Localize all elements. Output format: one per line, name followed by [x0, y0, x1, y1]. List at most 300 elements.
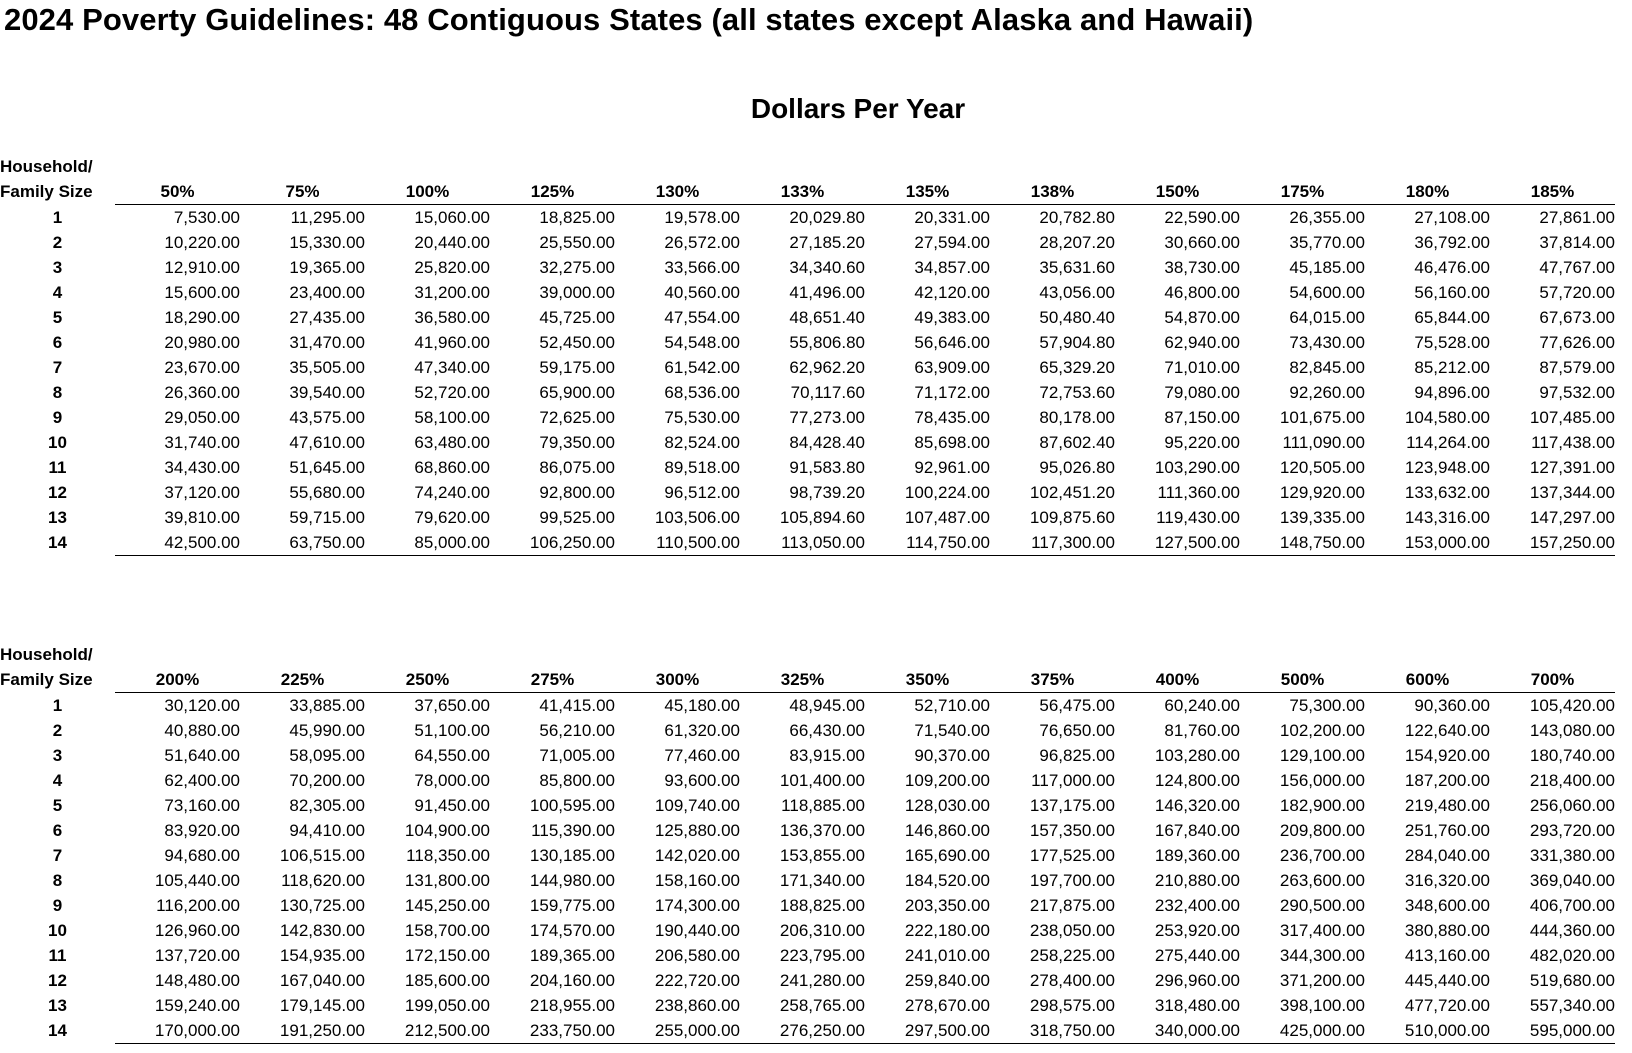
- dollar-value-cell: 189,365.00: [529, 946, 615, 965]
- dollar-value-cell: 23,670.00: [164, 358, 240, 377]
- dollar-value-cell: 80,178.00: [1039, 408, 1115, 427]
- dollar-value-cell: 125,880.00: [654, 821, 740, 840]
- dollar-value-cell: 70,117.60: [790, 383, 865, 402]
- family-size-cell: 6: [52, 821, 63, 840]
- dollar-value-cell: 111,360.00: [1157, 483, 1240, 502]
- dollar-value-cell: 57,720.00: [1539, 283, 1615, 302]
- dollar-value-cell: 42,500.00: [115, 530, 240, 556]
- family-size-cell: 13: [48, 508, 67, 527]
- dollar-value-cell: 103,280.00: [1154, 746, 1240, 765]
- dollar-value-cell: 75,300.00: [1289, 696, 1365, 715]
- dollar-value-cell: 444,360.00: [1529, 921, 1615, 940]
- dollar-value-cell: 120,505.00: [1279, 458, 1365, 477]
- dollar-value-cell: 81,760.00: [1164, 721, 1240, 740]
- dollar-value-cell: 40,880.00: [164, 721, 240, 740]
- dollar-value-cell: 96,512.00: [664, 483, 740, 502]
- dollar-value-cell: 72,753.60: [1039, 383, 1115, 402]
- dollar-value-cell: 241,280.00: [779, 971, 865, 990]
- family-size-cell: 2: [52, 233, 63, 252]
- column-header-percent: 135%: [865, 179, 990, 205]
- dollar-value-cell: 43,575.00: [289, 408, 365, 427]
- dollar-value-cell: 63,480.00: [414, 433, 490, 452]
- table-row: [0, 893, 1615, 918]
- dollar-value-cell: 103,290.00: [1154, 458, 1240, 477]
- column-header-percent: 300%: [615, 667, 740, 693]
- dollar-value-cell: 174,300.00: [654, 896, 740, 915]
- dollar-value-cell: 131,800.00: [404, 871, 490, 890]
- dollar-value-cell: 75,528.00: [1414, 333, 1490, 352]
- header-row-top: [0, 642, 1615, 667]
- dollar-value-cell: 209,800.00: [1279, 821, 1365, 840]
- dollar-value-cell: 71,005.00: [539, 746, 615, 765]
- header-spacer: [1490, 642, 1615, 667]
- dollar-value-cell: 146,860.00: [904, 821, 990, 840]
- dollar-value-cell: 38,730.00: [1164, 258, 1240, 277]
- family-size-cell: 4: [52, 283, 63, 302]
- column-header-percent: 600%: [1365, 667, 1490, 693]
- dollar-value-cell: 210,880.00: [1154, 871, 1240, 890]
- dollar-value-cell: 122,640.00: [1404, 721, 1490, 740]
- dollar-value-cell: 278,670.00: [904, 996, 990, 1015]
- header-spacer: [240, 154, 365, 179]
- dollar-value-cell: 104,580.00: [1404, 408, 1490, 427]
- family-size-cell: 5: [52, 796, 63, 815]
- dollar-value-cell: 318,750.00: [990, 1018, 1115, 1044]
- dollar-value-cell: 41,496.00: [789, 283, 865, 302]
- dollar-value-cell: 123,948.00: [1404, 458, 1490, 477]
- header-spacer: [615, 154, 740, 179]
- dollar-value-cell: 153,000.00: [1365, 530, 1490, 556]
- table-row: [0, 843, 1615, 868]
- dollar-value-cell: 30,120.00: [164, 696, 240, 715]
- dollar-value-cell: 284,040.00: [1404, 846, 1490, 865]
- dollar-value-cell: 344,300.00: [1279, 946, 1365, 965]
- dollar-value-cell: 190,440.00: [654, 921, 740, 940]
- dollar-value-cell: 66,430.00: [789, 721, 865, 740]
- dollar-value-cell: 187,200.00: [1404, 771, 1490, 790]
- dollar-value-cell: 251,760.00: [1404, 821, 1490, 840]
- dollar-value-cell: 50,480.40: [1039, 308, 1115, 327]
- dollar-value-cell: 106,515.00: [279, 846, 365, 865]
- dollar-value-cell: 118,885.00: [781, 796, 865, 815]
- dollar-value-cell: 39,810.00: [164, 508, 240, 527]
- dollar-value-cell: 595,000.00: [1490, 1018, 1615, 1044]
- dollar-value-cell: 31,740.00: [164, 433, 240, 452]
- dollar-value-cell: 87,579.00: [1539, 358, 1615, 377]
- dollar-value-cell: 158,160.00: [654, 871, 740, 890]
- dollar-value-cell: 128,030.00: [904, 796, 990, 815]
- column-header-percent: 130%: [615, 179, 740, 205]
- family-size-cell: 13: [48, 996, 67, 1015]
- dollar-value-cell: 111,090.00: [1282, 433, 1365, 452]
- dollar-value-cell: 87,602.40: [1039, 433, 1115, 452]
- table-row: [0, 918, 1615, 943]
- dollar-value-cell: 28,207.20: [1039, 233, 1115, 252]
- dollar-value-cell: 109,200.00: [904, 771, 990, 790]
- dollar-value-cell: 23,400.00: [289, 283, 365, 302]
- dollar-value-cell: 236,700.00: [1279, 846, 1365, 865]
- dollar-value-cell: 189,360.00: [1154, 846, 1240, 865]
- dollar-value-cell: 52,720.00: [414, 383, 490, 402]
- dollar-value-cell: 30,660.00: [1164, 233, 1240, 252]
- dollar-value-cell: 180,740.00: [1529, 746, 1615, 765]
- dollar-value-cell: 90,360.00: [1414, 696, 1490, 715]
- family-size-cell: 8: [52, 383, 63, 402]
- dollar-value-cell: 25,820.00: [414, 258, 490, 277]
- dollar-value-cell: 26,355.00: [1289, 208, 1365, 227]
- household-label-line2: Family Size: [0, 182, 93, 202]
- dollar-value-cell: 58,095.00: [289, 746, 365, 765]
- family-size-cell: 1: [52, 695, 63, 715]
- dollar-value-cell: 45,725.00: [539, 308, 615, 327]
- table-row: [0, 430, 1615, 455]
- dollar-value-cell: 29,050.00: [164, 408, 240, 427]
- table-row: [0, 968, 1615, 993]
- dollar-value-cell: 165,690.00: [904, 846, 990, 865]
- dollar-value-cell: 259,840.00: [904, 971, 990, 990]
- dollar-value-cell: 95,220.00: [1164, 433, 1240, 452]
- dollar-value-cell: 65,329.20: [1039, 358, 1115, 377]
- dollar-value-cell: 47,610.00: [289, 433, 365, 452]
- header-spacer: [1115, 154, 1240, 179]
- dollar-value-cell: 298,575.00: [1029, 996, 1115, 1015]
- header-spacer: [865, 154, 990, 179]
- dollar-value-cell: 26,360.00: [164, 383, 240, 402]
- dollar-value-cell: 278,400.00: [1029, 971, 1115, 990]
- dollar-value-cell: 116,200.00: [156, 896, 240, 915]
- dollar-value-cell: 85,000.00: [365, 530, 490, 556]
- dollar-value-cell: 105,440.00: [154, 871, 240, 890]
- dollar-value-cell: 118,350.00: [406, 846, 490, 865]
- dollar-value-cell: 275,440.00: [1154, 946, 1240, 965]
- dollar-value-cell: 45,185.00: [1289, 258, 1365, 277]
- dollar-value-cell: 87,150.00: [1164, 408, 1240, 427]
- dollar-value-cell: 27,435.00: [289, 308, 365, 327]
- dollar-value-cell: 18,825.00: [539, 208, 615, 227]
- dollar-value-cell: 35,631.60: [1039, 258, 1115, 277]
- column-header-percent: 50%: [115, 179, 240, 205]
- family-size-cell: 10: [48, 921, 67, 940]
- dollar-value-cell: 20,440.00: [414, 233, 490, 252]
- dollar-value-cell: 19,578.00: [664, 208, 740, 227]
- dollar-value-cell: 18,290.00: [164, 308, 240, 327]
- dollar-value-cell: 340,000.00: [1115, 1018, 1240, 1044]
- dollar-value-cell: 97,532.00: [1539, 383, 1615, 402]
- dollar-value-cell: 100,224.00: [904, 483, 990, 502]
- family-size-cell: 3: [52, 258, 63, 277]
- dollar-value-cell: 11,295.00: [290, 208, 365, 227]
- dollar-value-cell: 413,160.00: [1404, 946, 1490, 965]
- family-size-cell: 9: [52, 408, 63, 427]
- table-row: [0, 943, 1615, 968]
- dollar-value-cell: 68,536.00: [664, 383, 740, 402]
- table-row: [0, 280, 1615, 305]
- dollar-value-cell: 61,542.00: [664, 358, 740, 377]
- family-size-cell: 11: [48, 458, 67, 477]
- dollar-value-cell: 296,960.00: [1154, 971, 1240, 990]
- dollar-value-cell: 206,310.00: [779, 921, 865, 940]
- dollar-value-cell: 263,600.00: [1279, 871, 1365, 890]
- dollar-value-cell: 369,040.00: [1529, 871, 1615, 890]
- header-spacer: [1240, 642, 1365, 667]
- table-row: [0, 455, 1615, 480]
- dollar-value-cell: 218,400.00: [1529, 771, 1615, 790]
- dollar-value-cell: 35,770.00: [1289, 233, 1365, 252]
- dollar-value-cell: 71,010.00: [1164, 358, 1240, 377]
- dollar-value-cell: 222,180.00: [904, 921, 990, 940]
- dollar-value-cell: 136,370.00: [779, 821, 865, 840]
- header-spacer: [1490, 154, 1615, 179]
- dollar-value-cell: 179,145.00: [279, 996, 365, 1015]
- family-size-cell: 9: [52, 896, 63, 915]
- dollar-value-cell: 56,646.00: [914, 333, 990, 352]
- dollar-value-cell: 105,420.00: [1529, 696, 1615, 715]
- header-spacer: [1240, 154, 1365, 179]
- dollar-value-cell: 115,390.00: [531, 821, 615, 840]
- dollar-value-cell: 82,845.00: [1289, 358, 1365, 377]
- dollar-value-cell: 380,880.00: [1404, 921, 1490, 940]
- dollar-value-cell: 157,350.00: [1029, 821, 1115, 840]
- dollar-value-cell: 76,650.00: [1039, 721, 1115, 740]
- dollar-value-cell: 51,100.00: [414, 721, 490, 740]
- dollar-value-cell: 114,264.00: [1406, 433, 1490, 452]
- dollar-value-cell: 27,861.00: [1539, 208, 1615, 227]
- dollar-value-cell: 36,580.00: [414, 308, 490, 327]
- dollar-value-cell: 60,240.00: [1164, 696, 1240, 715]
- dollar-value-cell: 102,451.20: [1029, 483, 1115, 502]
- dollar-value-cell: 35,505.00: [289, 358, 365, 377]
- dollar-value-cell: 156,000.00: [1279, 771, 1365, 790]
- dollar-value-cell: 241,010.00: [904, 946, 990, 965]
- dollar-value-cell: 27,594.00: [914, 233, 990, 252]
- dollar-value-cell: 331,380.00: [1529, 846, 1615, 865]
- column-header-percent: 350%: [865, 667, 990, 693]
- dollar-value-cell: 137,175.00: [1029, 796, 1115, 815]
- dollar-value-cell: 72,625.00: [539, 408, 615, 427]
- family-size-cell: 6: [52, 333, 63, 352]
- column-header-percent: 225%: [240, 667, 365, 693]
- header-spacer: [490, 154, 615, 179]
- header-spacer: [740, 154, 865, 179]
- dollar-value-cell: 47,340.00: [414, 358, 490, 377]
- header-spacer: [990, 642, 1115, 667]
- dollar-value-cell: 114,750.00: [865, 530, 990, 556]
- page-title: 2024 Poverty Guidelines: 48 Contiguous States (all states except Alaska and Hawaii): [4, 2, 1254, 37]
- dollar-value-cell: 61,320.00: [664, 721, 740, 740]
- dollar-value-cell: 425,000.00: [1240, 1018, 1365, 1044]
- dollar-value-cell: 191,250.00: [240, 1018, 365, 1044]
- dollar-value-cell: 144,980.00: [529, 871, 615, 890]
- dollar-value-cell: 92,260.00: [1289, 383, 1365, 402]
- dollar-value-cell: 148,480.00: [154, 971, 240, 990]
- dollar-value-cell: 98,739.20: [789, 483, 865, 502]
- dollar-value-cell: 62,940.00: [1164, 333, 1240, 352]
- table-row: [0, 230, 1615, 255]
- column-header-percent: 400%: [1115, 667, 1240, 693]
- dollar-value-cell: 19,365.00: [289, 258, 365, 277]
- dollar-value-cell: 127,500.00: [1115, 530, 1240, 556]
- dollar-value-cell: 204,160.00: [529, 971, 615, 990]
- dollar-value-cell: 37,814.00: [1539, 233, 1615, 252]
- dollar-value-cell: 39,000.00: [539, 283, 615, 302]
- column-header-percent: 375%: [990, 667, 1115, 693]
- dollar-value-cell: 222,720.00: [654, 971, 740, 990]
- dollar-value-cell: 91,583.80: [789, 458, 865, 477]
- dollar-value-cell: 77,460.00: [664, 746, 740, 765]
- dollar-value-cell: 197,700.00: [1029, 871, 1115, 890]
- dollar-value-cell: 51,645.00: [289, 458, 365, 477]
- family-size-cell: 5: [52, 308, 63, 327]
- dollar-value-cell: 92,800.00: [539, 483, 615, 502]
- dollar-value-cell: 20,782.80: [1039, 208, 1115, 227]
- table-row: [0, 480, 1615, 505]
- header-spacer: [740, 642, 865, 667]
- household-label-line1: Household/: [0, 157, 93, 176]
- dollar-value-cell: 37,120.00: [164, 483, 240, 502]
- dollar-value-cell: 219,480.00: [1404, 796, 1490, 815]
- dollar-value-cell: 20,029.80: [789, 208, 865, 227]
- table-row: [0, 693, 1615, 719]
- dollar-value-cell: 316,320.00: [1404, 871, 1490, 890]
- poverty-table-1: [0, 154, 1615, 556]
- column-header-percent: 100%: [365, 179, 490, 205]
- family-size-cell: 4: [52, 771, 63, 790]
- column-header-percent: 180%: [1365, 179, 1490, 205]
- dollar-value-cell: 56,210.00: [539, 721, 615, 740]
- table-row: [0, 793, 1615, 818]
- column-header-percent: 150%: [1115, 179, 1240, 205]
- family-size-cell: 7: [52, 846, 63, 865]
- dollar-value-cell: 445,440.00: [1404, 971, 1490, 990]
- dollar-value-cell: 46,800.00: [1164, 283, 1240, 302]
- dollar-value-cell: 143,080.00: [1529, 721, 1615, 740]
- dollar-value-cell: 124,800.00: [1154, 771, 1240, 790]
- dollar-value-cell: 258,765.00: [779, 996, 865, 1015]
- table-row: [0, 768, 1615, 793]
- header-spacer: [1365, 154, 1490, 179]
- dollar-value-cell: 89,518.00: [664, 458, 740, 477]
- dollar-value-cell: 109,875.60: [1029, 508, 1115, 527]
- dollar-value-cell: 107,487.00: [904, 508, 990, 527]
- dollar-value-cell: 52,710.00: [914, 696, 990, 715]
- dollar-value-cell: 34,857.00: [914, 258, 990, 277]
- dollar-value-cell: 203,350.00: [904, 896, 990, 915]
- dollar-value-cell: 54,548.00: [664, 333, 740, 352]
- dollar-value-cell: 103,506.00: [654, 508, 740, 527]
- dollar-value-cell: 174,570.00: [529, 921, 615, 940]
- dollar-value-cell: 206,580.00: [654, 946, 740, 965]
- dollar-value-cell: 42,120.00: [914, 283, 990, 302]
- dollar-value-cell: 90,370.00: [914, 746, 990, 765]
- dollar-value-cell: 182,900.00: [1279, 796, 1365, 815]
- dollar-value-cell: 129,920.00: [1279, 483, 1365, 502]
- column-header-percent: 500%: [1240, 667, 1365, 693]
- dollar-value-cell: 39,540.00: [289, 383, 365, 402]
- dollar-value-cell: 406,700.00: [1529, 896, 1615, 915]
- dollar-value-cell: 110,500.00: [615, 530, 740, 556]
- dollar-value-cell: 68,860.00: [414, 458, 490, 477]
- family-size-cell: 11: [48, 946, 67, 965]
- table-row: [0, 505, 1615, 530]
- header-spacer: [1365, 642, 1490, 667]
- dollar-value-cell: 55,680.00: [289, 483, 365, 502]
- dollar-value-cell: 130,725.00: [279, 896, 365, 915]
- dollar-value-cell: 55,806.80: [789, 333, 865, 352]
- family-size-cell: 10: [48, 433, 67, 452]
- dollar-value-cell: 47,554.00: [664, 308, 740, 327]
- dollar-value-cell: 126,960.00: [154, 921, 240, 940]
- dollar-value-cell: 137,344.00: [1529, 483, 1615, 502]
- dollar-value-cell: 318,480.00: [1154, 996, 1240, 1015]
- dollar-value-cell: 159,775.00: [529, 896, 615, 915]
- table-row: [0, 1018, 1615, 1044]
- dollar-value-cell: 217,875.00: [1029, 896, 1115, 915]
- dollar-value-cell: 106,250.00: [490, 530, 615, 556]
- dollar-value-cell: 20,980.00: [164, 333, 240, 352]
- header-row-top: [0, 154, 1615, 179]
- table-row: [0, 993, 1615, 1018]
- header-spacer: [1115, 642, 1240, 667]
- dollar-value-cell: 83,920.00: [164, 821, 240, 840]
- dollar-value-cell: 290,500.00: [1279, 896, 1365, 915]
- dollar-value-cell: 33,885.00: [289, 696, 365, 715]
- dollar-value-cell: 54,870.00: [1164, 308, 1240, 327]
- dollar-value-cell: 22,590.00: [1164, 208, 1240, 227]
- dollar-value-cell: 223,795.00: [779, 946, 865, 965]
- dollar-value-cell: 59,715.00: [289, 508, 365, 527]
- dollar-value-cell: 477,720.00: [1404, 996, 1490, 1015]
- dollar-value-cell: 255,000.00: [615, 1018, 740, 1044]
- dollar-value-cell: 398,100.00: [1279, 996, 1365, 1015]
- dollar-value-cell: 117,000.00: [1031, 771, 1115, 790]
- header-spacer: [115, 154, 240, 179]
- column-header-percent: 125%: [490, 179, 615, 205]
- dollar-value-cell: 157,250.00: [1490, 530, 1615, 556]
- dollar-value-cell: 85,800.00: [539, 771, 615, 790]
- dollar-value-cell: 41,960.00: [414, 333, 490, 352]
- dollar-value-cell: 94,896.00: [1414, 383, 1490, 402]
- dollar-value-cell: 109,740.00: [654, 796, 740, 815]
- dollar-value-cell: 238,050.00: [1029, 921, 1115, 940]
- dollar-value-cell: 34,430.00: [164, 458, 240, 477]
- dollar-value-cell: 510,000.00: [1365, 1018, 1490, 1044]
- dollar-value-cell: 27,108.00: [1414, 208, 1490, 227]
- dollar-value-cell: 85,698.00: [914, 433, 990, 452]
- dollar-value-cell: 84,428.40: [789, 433, 865, 452]
- dollar-value-cell: 71,172.00: [914, 383, 990, 402]
- dollar-value-cell: 142,020.00: [654, 846, 740, 865]
- table-row: [0, 743, 1615, 768]
- dollar-value-cell: 48,945.00: [789, 696, 865, 715]
- dollar-value-cell: 78,000.00: [414, 771, 490, 790]
- dollar-value-cell: 62,962.20: [789, 358, 865, 377]
- dollar-value-cell: 117,300.00: [990, 530, 1115, 556]
- dollar-value-cell: 154,920.00: [1404, 746, 1490, 765]
- dollar-value-cell: 184,520.00: [904, 871, 990, 890]
- dollar-value-cell: 15,600.00: [164, 283, 240, 302]
- dollar-value-cell: 58,100.00: [414, 408, 490, 427]
- dollar-value-cell: 143,316.00: [1404, 508, 1490, 527]
- dollar-value-cell: 142,830.00: [279, 921, 365, 940]
- dollar-value-cell: 82,305.00: [289, 796, 365, 815]
- header-spacer: [615, 642, 740, 667]
- family-size-cell: 14: [48, 533, 67, 553]
- header-spacer: [865, 642, 990, 667]
- dollar-value-cell: 293,720.00: [1529, 821, 1615, 840]
- dollar-value-cell: 54,600.00: [1289, 283, 1365, 302]
- dollar-value-cell: 74,240.00: [414, 483, 490, 502]
- dollar-value-cell: 238,860.00: [654, 996, 740, 1015]
